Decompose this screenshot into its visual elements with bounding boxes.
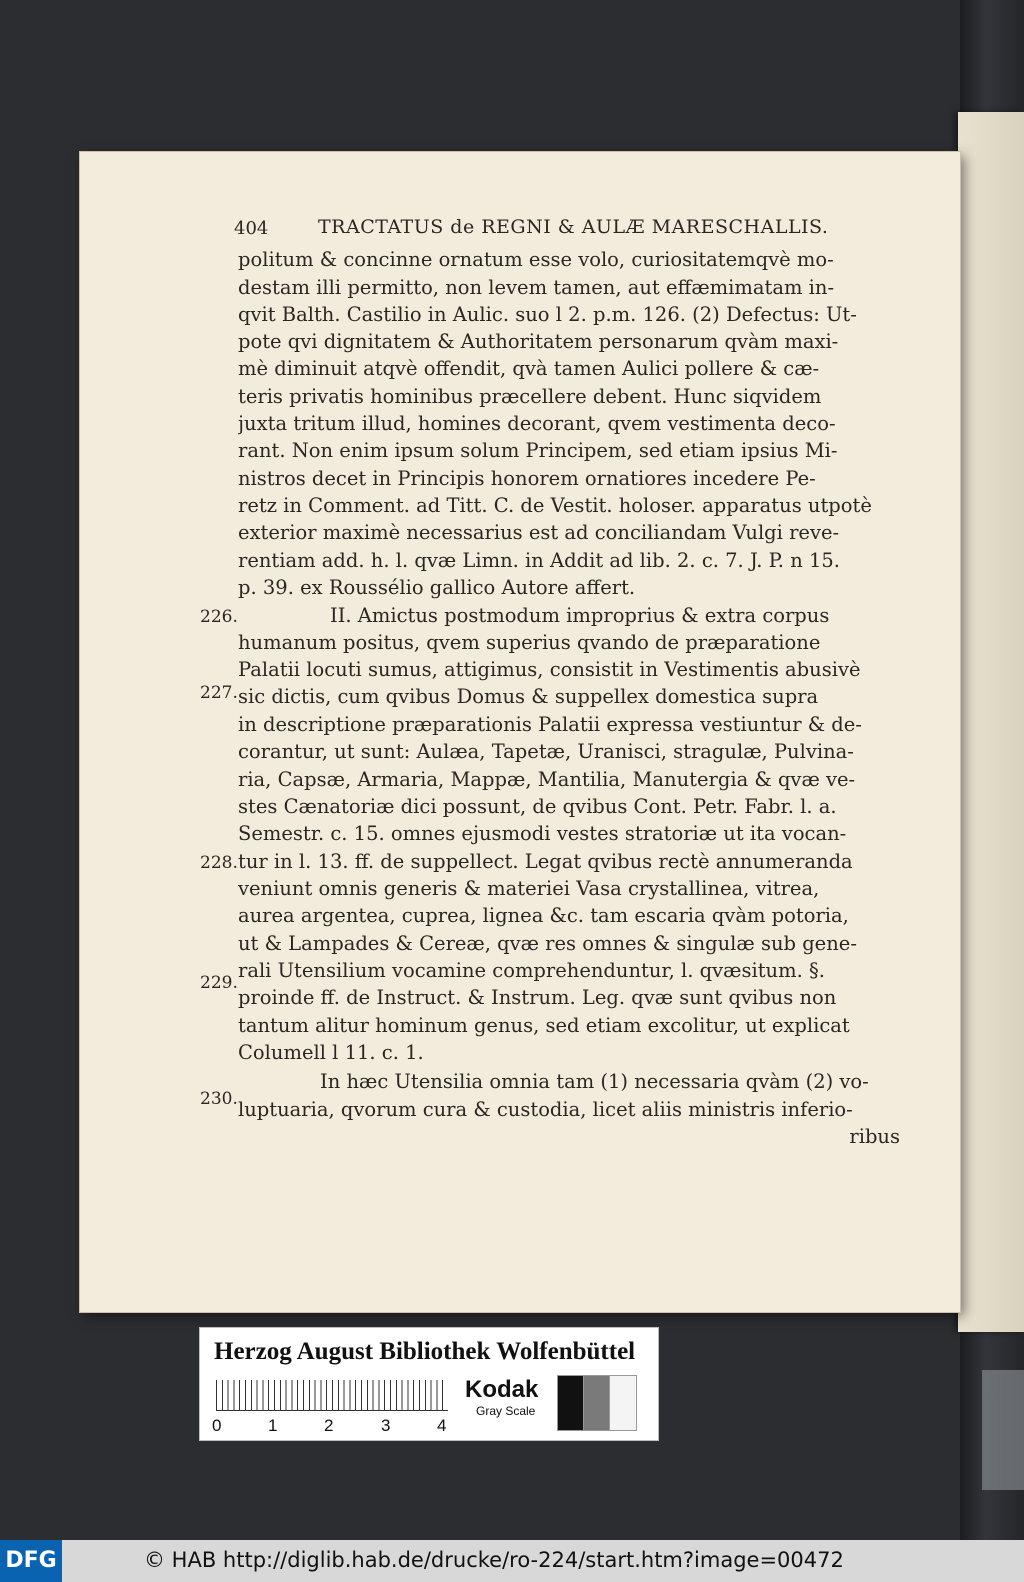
text-line: rentiam add. h. l. qvæ Limn. in Addit ad lib. 2. c. 7. J. P. n 15.	[238, 549, 840, 572]
adjacent-page-edge	[958, 112, 1024, 1332]
text-line: p. 39. ex Roussélio gallico Autore affert.	[238, 576, 636, 599]
margin-number: 229.	[200, 973, 238, 993]
text-line: veniunt omnis generis & materiei Vasa crystallinea, vitrea,	[238, 877, 820, 900]
kodak-logo: Kodak	[465, 1376, 539, 1403]
text-line: luptuaria, qvorum cura & custodia, licet aliis ministris inferio-	[238, 1098, 853, 1121]
gray-scale-label: Gray Scale	[476, 1404, 536, 1418]
ruler-label: 3	[381, 1416, 391, 1435]
text-line: Palatii locuti sumus, attigimus, consistit in Vestimentis abusivè	[238, 658, 861, 681]
gray-swatch-mid	[584, 1376, 610, 1430]
text-line: proinde ff. de Instruct. & Instrum. Leg. qvæ sunt qvibus non	[238, 986, 837, 1009]
text-line: tantum alitur hominum genus, sed etiam excolitur, ut explicat	[238, 1014, 850, 1037]
margin-number: 227.	[200, 683, 238, 703]
text-line: aurea argentea, cuprea, lignea &c. tam escaria qvàm potoria,	[238, 904, 849, 927]
running-head	[234, 216, 874, 246]
text-line: tur in l. 13. ff. de suppellect. Legat qvibus rectè annumeranda	[238, 850, 853, 873]
margin-number: 228.	[200, 853, 238, 873]
text-line: nistros decet in Principis honorem ornatiores incedere Pe-	[238, 467, 816, 490]
text-line: pote qvi dignitatem & Authoritatem personarum qvàm maxi-	[238, 330, 839, 353]
library-name: Herzog August Bibliothek Wolfenbüttel	[214, 1338, 636, 1365]
text-line: in descriptione præparationis Palatii expressa vestiuntur & de-	[238, 713, 862, 736]
margin-number: 230.	[200, 1089, 238, 1109]
ruler-label: 0	[212, 1416, 222, 1435]
text-line: destam illi permitto, non levem tamen, aut effæmimatam in-	[238, 276, 835, 299]
ruler-label: 4	[437, 1416, 447, 1435]
text-line: stes Cænatoriæ dici possunt, de qvibus Cont. Petr. Fabr. l. a.	[238, 795, 837, 818]
ruler-label: 1	[268, 1416, 278, 1435]
text-line: ut & Lampades & Cereæ, qvæ res omnes & singulæ sub gene-	[238, 932, 857, 955]
margin-number: 226.	[200, 607, 238, 627]
running-title: TRACTATUS de REGNI & AULÆ MARESCHALLIS.	[318, 216, 829, 238]
text-line: humanum positus, qvem superius qvando de præparatione	[238, 631, 821, 654]
copyright-link[interactable]: © HAB http://diglib.hab.de/drucke/ro-224/start.htm?image=00472	[144, 1548, 844, 1572]
text-line: II. Amictus postmodum improprius & extra corpus	[330, 604, 830, 627]
ruler-label: 2	[324, 1416, 334, 1435]
text-line: Semestr. c. 15. omnes ejusmodi vestes stratoriæ ut ita vocan-	[238, 822, 847, 845]
text-line: teris privatis hominibus præcellere debent. Hunc siqvidem	[238, 385, 822, 408]
footer-bar	[0, 1540, 1024, 1582]
gray-swatch-black	[558, 1376, 584, 1430]
text-line: juxta tritum illud, homines decorant, qvem vestimenta deco-	[238, 412, 836, 435]
text-line: qvit Balth. Castilio in Aulic. suo l 2. p.m. 126. (2) Defectus: Ut-	[238, 303, 857, 326]
text-line: mè diminuit atqvè offendit, qvà tamen Aulici pollere & cæ-	[238, 357, 820, 380]
text-line: Columell l 11. c. 1.	[238, 1041, 424, 1064]
page-number: 404	[234, 218, 269, 239]
text-line: ria, Capsæ, Armaria, Mappæ, Mantilia, Manutergia & qvæ ve-	[238, 768, 856, 791]
gray-swatch-white	[610, 1376, 636, 1430]
dfg-logo: DFG	[0, 1540, 62, 1582]
adjacent-scale-strip	[982, 1370, 1024, 1490]
text-line: rali Utensilium vocamine comprehenduntur, l. qvæsitum. §.	[238, 959, 825, 982]
color-reference-card	[200, 1328, 658, 1440]
book-page	[80, 152, 960, 1312]
ruler-scale	[216, 1380, 448, 1411]
text-line: retz in Comment. ad Titt. C. de Vestit. holoser. apparatus utpotè	[238, 494, 872, 517]
text-line: rant. Non enim ipsum solum Principem, sed etiam ipsius Mi-	[238, 439, 838, 462]
text-line: corantur, ut sunt: Aulæa, Tapetæ, Uranisci, stragulæ, Pulvina-	[238, 740, 854, 763]
text-line: In hæc Utensilia omnia tam (1) necessaria qvàm (2) vo-	[320, 1070, 869, 1093]
catchword: ribus	[849, 1125, 900, 1148]
text-line: politum & concinne ornatum esse volo, curiositatemqvè mo-	[238, 248, 834, 271]
text-line: sic dictis, cum qvibus Domus & suppellex domestica supra	[238, 685, 819, 708]
text-line: exterior maximè necessarius est ad conciliandam Vulgi reve-	[238, 521, 840, 544]
